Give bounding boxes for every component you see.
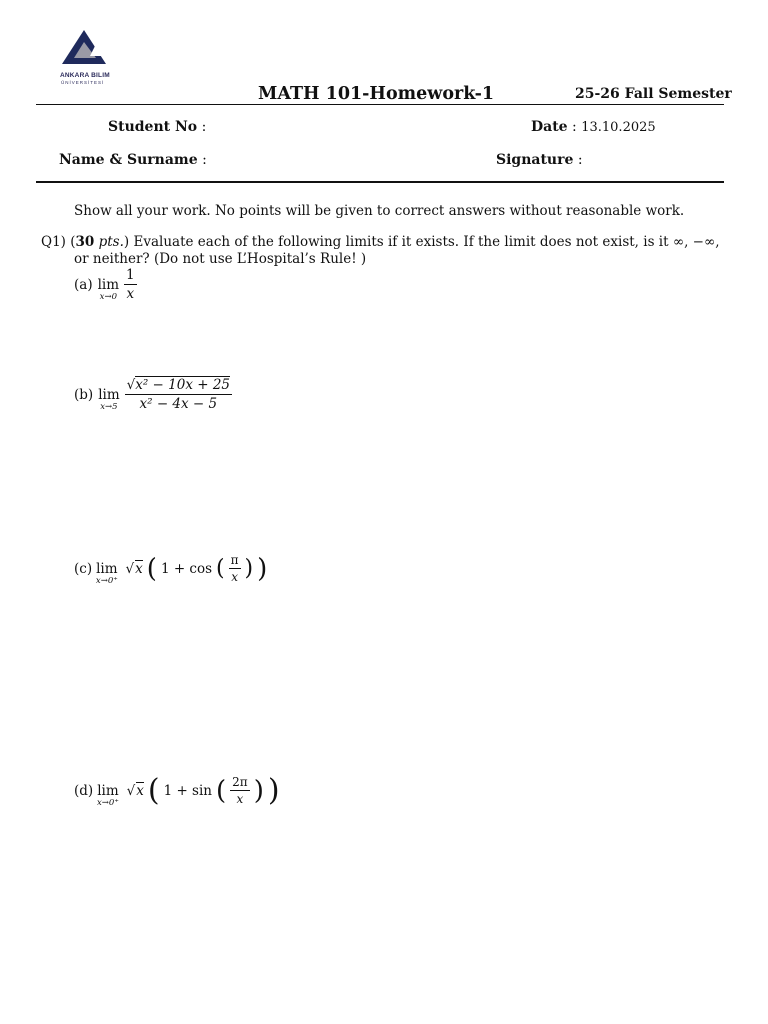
part-a xyxy=(74,267,137,302)
lim-text: lim xyxy=(97,782,119,799)
lim-text: lim xyxy=(98,386,120,403)
part-label: (b) xyxy=(74,386,94,403)
header-rule xyxy=(36,104,724,105)
lim-subscript: x→5 xyxy=(100,401,118,412)
university-logo xyxy=(36,12,130,98)
part-label: (a) xyxy=(74,276,93,293)
radicand: x xyxy=(135,561,143,577)
sqrt-sign-icon: √ xyxy=(126,377,136,393)
numerator xyxy=(125,377,232,395)
homework-title: MATH 101-Homework-1 xyxy=(258,84,495,104)
open-paren-inner: ( xyxy=(216,556,225,581)
open-paren: ( xyxy=(147,773,160,808)
part-c xyxy=(74,553,267,584)
inner-fraction xyxy=(229,553,241,584)
numerator: 1 xyxy=(126,267,135,283)
date-value: 13.10.2025 xyxy=(581,120,656,135)
fraction xyxy=(125,377,232,412)
denominator: x xyxy=(231,570,238,584)
close-paren-inner: ) xyxy=(253,775,264,806)
colon: : xyxy=(577,152,583,168)
fraction xyxy=(124,267,137,302)
fields-rule xyxy=(36,181,724,183)
numerator: 2π xyxy=(232,775,248,789)
denominator: x xyxy=(126,286,135,302)
denominator: x xyxy=(236,792,244,806)
part-label: (d) xyxy=(74,782,94,799)
question-text-line1: Evaluate each of the following limits if it exists. If the limit does not exist, is it ∞, −∞, xyxy=(133,234,720,250)
close-paren: ) xyxy=(267,773,280,808)
student-no-field xyxy=(108,119,206,135)
points-close: ) xyxy=(123,234,130,250)
lim-text: lim xyxy=(97,276,120,293)
part-label: (c) xyxy=(74,560,93,577)
sqrt-sign-icon: √ xyxy=(126,782,136,799)
numerator: π xyxy=(230,553,239,567)
logo-mark-icon xyxy=(36,12,130,72)
inner-fraction xyxy=(230,775,250,806)
lim-subscript: x→0 xyxy=(99,291,117,302)
expression: 1 + sin xyxy=(163,782,213,799)
denominator: x² − 4x − 5 xyxy=(139,396,218,412)
points-open: ( xyxy=(70,234,76,250)
open-paren-inner: ( xyxy=(216,775,227,806)
name-surname-label: Name & Surname xyxy=(59,152,198,168)
expression: 1 + cos xyxy=(160,560,213,577)
lim-text: lim xyxy=(96,560,118,577)
semester-label: 25-26 Fall Semester xyxy=(575,86,732,102)
question-header xyxy=(41,234,720,250)
instructions: Show all your work. No points will be given to correct answers without reasonable work. xyxy=(74,203,685,219)
colon: : xyxy=(201,119,207,135)
signature-field xyxy=(496,152,583,168)
points-unit: pts. xyxy=(98,234,124,250)
part-b xyxy=(74,377,232,412)
logo-subname: ÜNİVERSİTESİ xyxy=(61,80,105,85)
date-label: Date xyxy=(531,119,568,135)
radicand: x xyxy=(136,783,144,799)
radicand: x² − 10x + 25 xyxy=(135,377,231,393)
question-number: Q1) xyxy=(41,234,66,250)
limit-operator xyxy=(97,276,120,302)
limit-operator xyxy=(95,560,118,586)
open-paren: ( xyxy=(146,553,157,584)
signature-label: Signature xyxy=(496,152,574,168)
logo-name: ANKARA BILIM xyxy=(60,72,110,79)
close-paren: ) xyxy=(257,553,268,584)
limit-operator xyxy=(97,782,119,808)
limit-operator xyxy=(98,386,120,412)
lim-subscript: x→0⁺ xyxy=(95,575,118,586)
points-value: 30 xyxy=(75,234,95,250)
name-surname-field xyxy=(59,152,207,168)
colon: : xyxy=(202,152,207,168)
colon: : xyxy=(572,119,577,135)
student-no-label: Student No xyxy=(108,119,198,135)
part-d xyxy=(74,773,280,808)
sqrt-sign-icon: √ xyxy=(125,560,135,577)
lim-subscript: x→0⁺ xyxy=(97,797,119,808)
date-field xyxy=(531,119,656,135)
close-paren-inner: ) xyxy=(244,556,254,581)
question-text-line2: or neither? (Do not use L’Hospital’s Rule! ) xyxy=(74,251,367,267)
